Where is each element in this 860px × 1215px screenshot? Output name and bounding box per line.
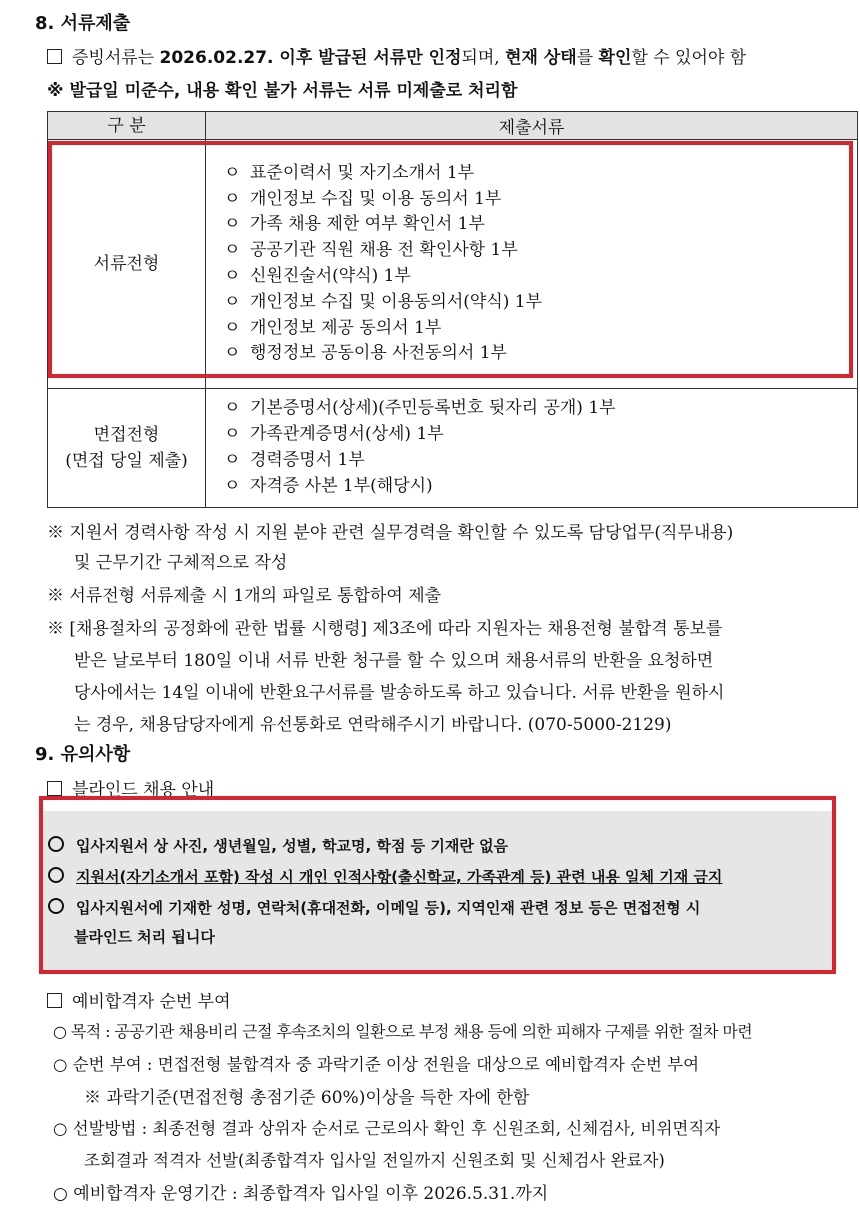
list-item: ㅇ 기본증명서(상세)(주민등록번호 뒷자리 공개) 1부 <box>224 398 616 419</box>
notice-check: 확인 <box>598 48 632 68</box>
reserve-item: ○ 예비합격자 운영기간 : 최종합격자 입사일 이후 2026.5.31.까지 <box>53 1184 549 1204</box>
reserve-note: ※ 과락기준(면접전형 총점기준 60%)이상을 득한 자에 한함 <box>84 1088 530 1108</box>
highlight-box-blind-hiring <box>39 796 836 974</box>
list-item: ㅇ 가족 채용 제한 여부 확인서 1부 <box>224 214 485 235</box>
note-line: ※ 지원서 경력사항 작성 시 지원 분야 관련 실무경력을 확인할 수 있도록 담당업무(직무내용) <box>47 523 734 543</box>
notice-date: 2026.02.27. 이후 발급된 서류만 인정 <box>159 48 462 68</box>
document-list <box>206 389 858 508</box>
note-line: ※ 서류전형 서류제출 시 1개의 파일로 통합하여 제출 <box>47 586 442 606</box>
note-line: 및 근무기간 구체적으로 작성 <box>74 553 288 573</box>
list-item: ㅇ 공공기관 직원 채용 전 확인사항 1부 <box>224 240 518 261</box>
list-item: ㅇ 개인정보 제공 동의서 1부 <box>224 317 442 338</box>
category-sublabel: (면접 당일 제출) <box>65 451 188 471</box>
notice-state: 현재 상태 <box>505 48 577 68</box>
reserve-item: ○ 목적 : 공공기관 채용비리 근절 후속조치의 일환으로 부정 채용 등에 의한 피해자 구제를 위한 절차 마련 <box>53 1022 753 1041</box>
reserve-item: ○ 선발방법 : 최종전형 결과 상위자 순서로 근로의사 확인 후 신원조회, 신체검사, 비위면직자 <box>53 1119 721 1138</box>
checkbox-square-icon <box>47 49 62 64</box>
list-item: ㅇ 가족관계증명서(상세) 1부 <box>224 424 444 445</box>
notice-text: 증빙서류는 <box>72 48 160 68</box>
issuance-warning: ※ 발급일 미준수, 내용 확인 불가 서류는 서류 미제출로 처리함 <box>47 81 518 101</box>
highlight-box-document-screening <box>48 141 853 378</box>
list-item: ㅇ 경력증명서 1부 <box>224 450 365 470</box>
list-item: ㅇ 개인정보 수집 및 이용 동의서 1부 <box>224 188 502 209</box>
list-item: ㅇ 개인정보 수집 및 이용동의서(약식) 1부 <box>224 291 543 312</box>
evidence-notice <box>47 43 746 68</box>
reserve-item: ○ 순번 부여 : 면접전형 불합격자 중 과락기준 이상 전원을 대상으로 예비합격자 순번 부여 <box>53 1055 700 1074</box>
list-item: ㅇ 표준이력서 및 자기소개서 1부 <box>224 162 475 183</box>
notice-text: 할 수 있어야 함 <box>631 48 747 68</box>
list-item: ㅇ 행정정보 공동이용 사전동의서 1부 <box>224 343 507 364</box>
table-header-category: 구 분 <box>48 112 206 140</box>
checkbox-square-icon <box>47 993 62 1008</box>
list-item: ㅇ 자격증 사본 1부(해당시) <box>224 475 433 496</box>
notice-text: 를 <box>576 48 599 68</box>
table-row <box>48 389 858 508</box>
category-label: 면접전형 <box>93 425 160 445</box>
reserve-title: 예비합격자 순번 부여 <box>47 987 231 1012</box>
reserve-item-continued: 조회결과 적격자 선발(최종합격자 입사일 전일까지 신원조회 및 신체검사 완료자) <box>84 1151 665 1170</box>
section-8-heading: 8. 서류제출 <box>35 13 131 34</box>
blind-item-continued: 블라인드 처리 됩니다 <box>74 928 215 946</box>
blind-item: 입사지원서에 기재한 성명, 연락처(휴대전화, 이메일 등), 지역인재 관련 정보 등은 면접전형 시 <box>48 897 700 918</box>
note-line: 받은 날로부터 180일 이내 서류 반환 청구를 할 수 있으며 채용서류의 반환을 요청하면 <box>74 651 714 671</box>
blind-item: 지원서(자기소개서 포함) 작성 시 개인 인적사항(출신학교, 가족관계 등) 관련 내용 일체 기재 금지 <box>48 866 722 887</box>
category-interview <box>48 389 206 508</box>
category-document-screening: 서류전형 <box>48 140 206 389</box>
note-line: 당사에서는 14일 이내에 반환요구서류를 발송하도록 하고 있습니다. 서류 반환을 원하시 <box>74 683 725 703</box>
checkbox-square-icon <box>47 781 62 796</box>
list-item: ㅇ 신원진술서(약식) 1부 <box>224 266 411 286</box>
blind-hiring-title: 블라인드 채용 안내 <box>47 775 214 800</box>
table-header-documents: 제출서류 <box>206 112 858 140</box>
section-9-heading: 9. 유의사항 <box>35 744 131 765</box>
note-line: 는 경우, 채용담당자에게 유선통화로 연락해주시기 바랍니다. (070-5000-2129) <box>74 715 672 735</box>
blind-item: 입사지원서 상 사진, 생년월일, 성별, 학교명, 학점 등 기재란 없음 <box>48 835 508 856</box>
note-line: ※ [채용절차의 공정화에 관한 법률 시행령] 제3조에 따라 지원자는 채용전형 불합격 통보를 <box>47 619 723 639</box>
notice-text: 되며, <box>461 48 506 68</box>
